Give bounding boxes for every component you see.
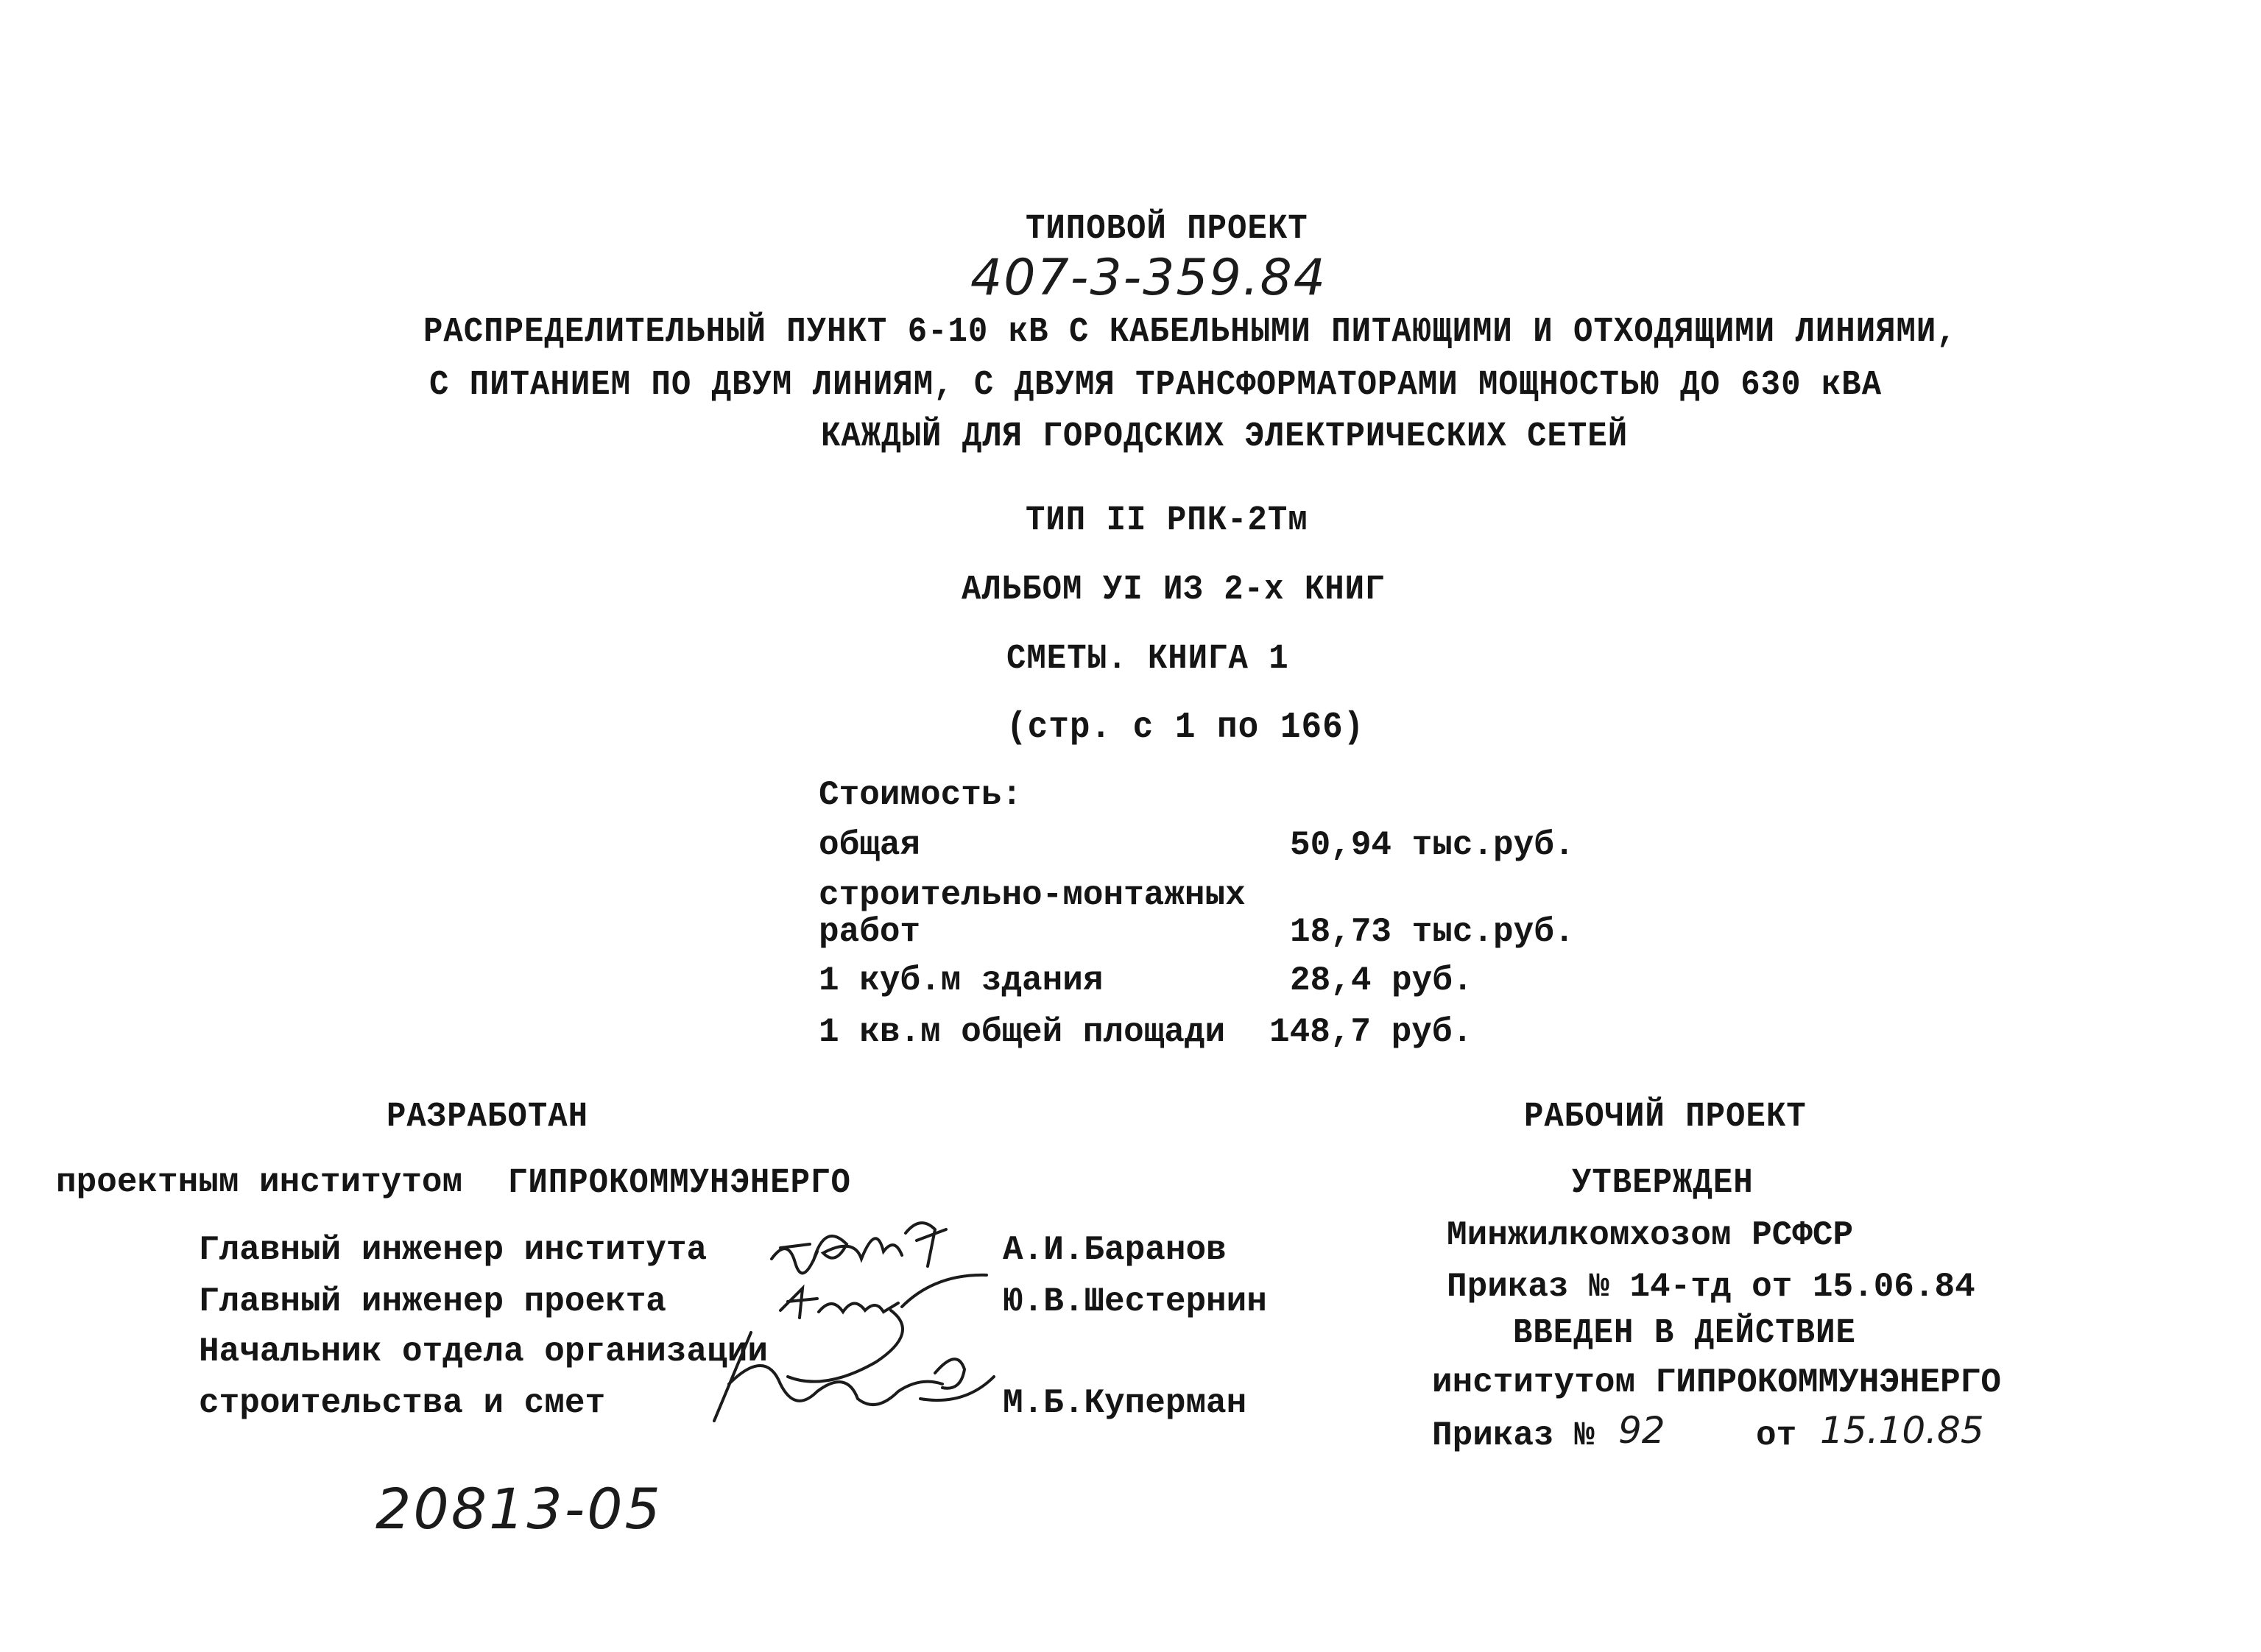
approval-order-1: Приказ № 14-тд от 15.06.84 [1447, 1268, 1975, 1306]
signatory-name-1: А.И.Баранов [1003, 1231, 1227, 1269]
series-label: ТИПОВОЙ ПРОЕКТ [1026, 209, 1308, 249]
cost-label-per-cubic-meter: 1 куб.м здания [819, 961, 1104, 1000]
signatory-role-3b: строительства и смет [199, 1384, 606, 1422]
project-number: 407-3-359.84 [970, 249, 1327, 307]
pages-line: (стр. с 1 по 166) [1006, 707, 1365, 749]
signatory-role-1: Главный инженер института [199, 1231, 708, 1269]
approval-approved: УТВЕРЖДЕН [1572, 1163, 1754, 1203]
cost-value-total: 50,94 тыс.руб. [1290, 826, 1575, 864]
approval-enacted-by: институтом ГИПРОКОММУНЭНЕРГО [1432, 1363, 2001, 1402]
approval-approved-by: Минжилкомхозом РСФСР [1447, 1216, 1854, 1254]
approval-heading: РАБОЧИЙ ПРОЕКТ [1524, 1097, 1807, 1137]
cost-heading: Стоимость: [819, 776, 1023, 814]
approval-order-2-date: 15.10.85 [1820, 1409, 1984, 1452]
type-line: ТИП II РПК-2Тм [1026, 501, 1308, 540]
title-line-2: С ПИТАНИЕМ ПО ДВУМ ЛИНИЯМ, С ДВУМЯ ТРАНСФОРМАТОРАМИ МОЩНОСТЬЮ ДО 630 кВА [429, 365, 1883, 405]
title-line-3: КАЖДЫЙ ДЛЯ ГОРОДСКИХ ЭЛЕКТРИЧЕСКИХ СЕТЕЙ [821, 417, 1629, 456]
inventory-number: 20813-05 [375, 1476, 663, 1542]
album-line: АЛЬБОМ УI ИЗ 2-х КНИГ [962, 570, 1386, 610]
signature-3-icon [699, 1303, 1009, 1436]
approval-order-2-mid: от [1756, 1416, 1797, 1455]
cost-value-per-square-meter: 148,7 руб. [1269, 1013, 1473, 1051]
cost-label-total: общая [819, 826, 921, 864]
developer-heading: РАЗРАБОТАН [387, 1097, 589, 1137]
cost-label-construction: строительно-монтажных [819, 876, 1246, 914]
cost-value-per-cubic-meter: 28,4 руб. [1290, 961, 1473, 1000]
signatory-name-2: Ю.В.Шестернин [1003, 1282, 1267, 1321]
book-line: СМЕТЫ. КНИГА 1 [1006, 639, 1289, 679]
developer-institute-prefix: проектным институтом [56, 1163, 463, 1201]
developer-institute-name: ГИПРОКОММУНЭНЕРГО [508, 1163, 851, 1203]
cost-label-per-square-meter: 1 кв.м общей площади [819, 1013, 1226, 1051]
signatory-role-2: Главный инженер проекта [199, 1282, 666, 1321]
signatory-name-3: М.Б.Куперман [1003, 1384, 1247, 1422]
cost-label-construction-2: работ [819, 913, 921, 951]
signatory-role-3: Начальник отдела организации [199, 1332, 768, 1371]
approval-enacted: ВВЕДЕН В ДЕЙСТВИЕ [1513, 1313, 1856, 1353]
title-line-1: РАСПРЕДЕЛИТЕЛЬНЫЙ ПУНКТ 6-10 кВ С КАБЕЛЬНЫМИ ПИТАЮЩИМИ И ОТХОДЯЩИМИ ЛИНИЯМИ, [423, 312, 1957, 352]
approval-order-2-prefix: Приказ № [1432, 1416, 1595, 1455]
approval-order-2-number: 92 [1618, 1409, 1665, 1452]
cost-value-construction: 18,73 тыс.руб. [1290, 913, 1575, 951]
